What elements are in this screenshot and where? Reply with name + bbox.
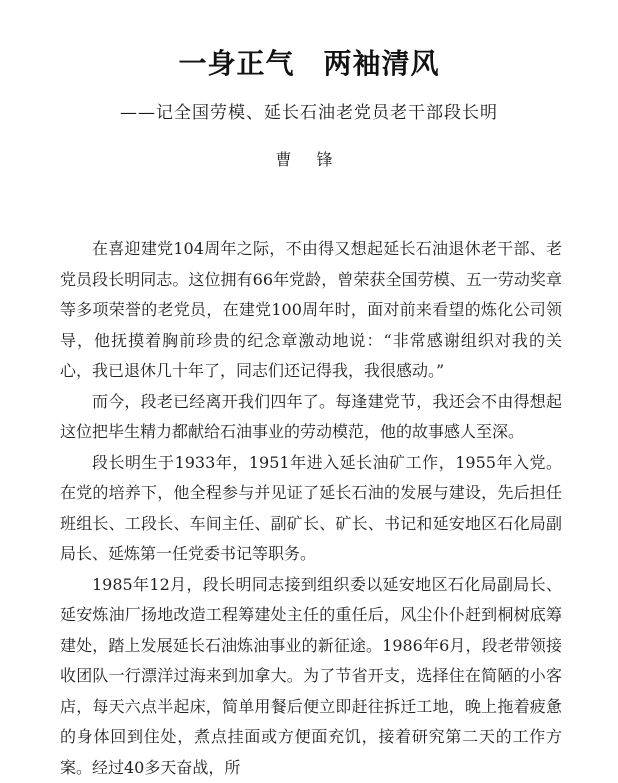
article-body bbox=[60, 234, 562, 783]
article-author: 曹 锋 bbox=[0, 148, 618, 172]
article-subtitle: ——记全国劳模、延长石油老党员老干部段长明 bbox=[0, 100, 618, 126]
paragraph: 而今，段老已经离开我们四年了。每逢建党节，我还会不由得想起这位把毕生精力都献给石油事业的劳动模范，他的故事感人至深。 bbox=[60, 387, 562, 448]
paragraph: 在喜迎建党104周年之际，不由得又想起延长石油退休老干部、老党员段长明同志。这位拥有66年党龄，曾荣获全国劳模、五一劳动奖章等多项荣誉的老党员，在建党100周年时，面对前来看望的炼化公司领导，他抚摸着胸前珍贵的纪念章激动地说：“非常感谢组织对我的关心，我已退休几十年了，同志们还记得我，我很感动。” bbox=[60, 234, 562, 387]
article-title: 一身正气 两袖清风 bbox=[0, 44, 618, 84]
paragraph: 1985年12月，段长明同志接到组织委以延安地区石化局副局长、延安炼油厂扬地改造工程筹建处主任的重任后，风尘仆仆赶到桐树底筹建处，踏上发展延长石油炼油事业的新征途。1986年6月，段老带领接收团队一行漂洋过海来到加拿大。为了节省开支，选择住在简陋的小客店，每天六点半起床，简单用餐后便立即赶往拆迁工地，晚上拖着疲惫的身体回到住处，煮点挂面或方便面充饥，接着研究第二天的工作方案。经过40多天奋战，所 bbox=[60, 570, 562, 783]
paragraph: 段长明生于1933年，1951年进入延长油矿工作，1955年入党。在党的培养下，他全程参与并见证了延长石油的发展与建设，先后担任班组长、工段长、车间主任、副矿长、矿长、书记和延安地区石化局副局长、延炼第一任党委书记等职务。 bbox=[60, 448, 562, 570]
